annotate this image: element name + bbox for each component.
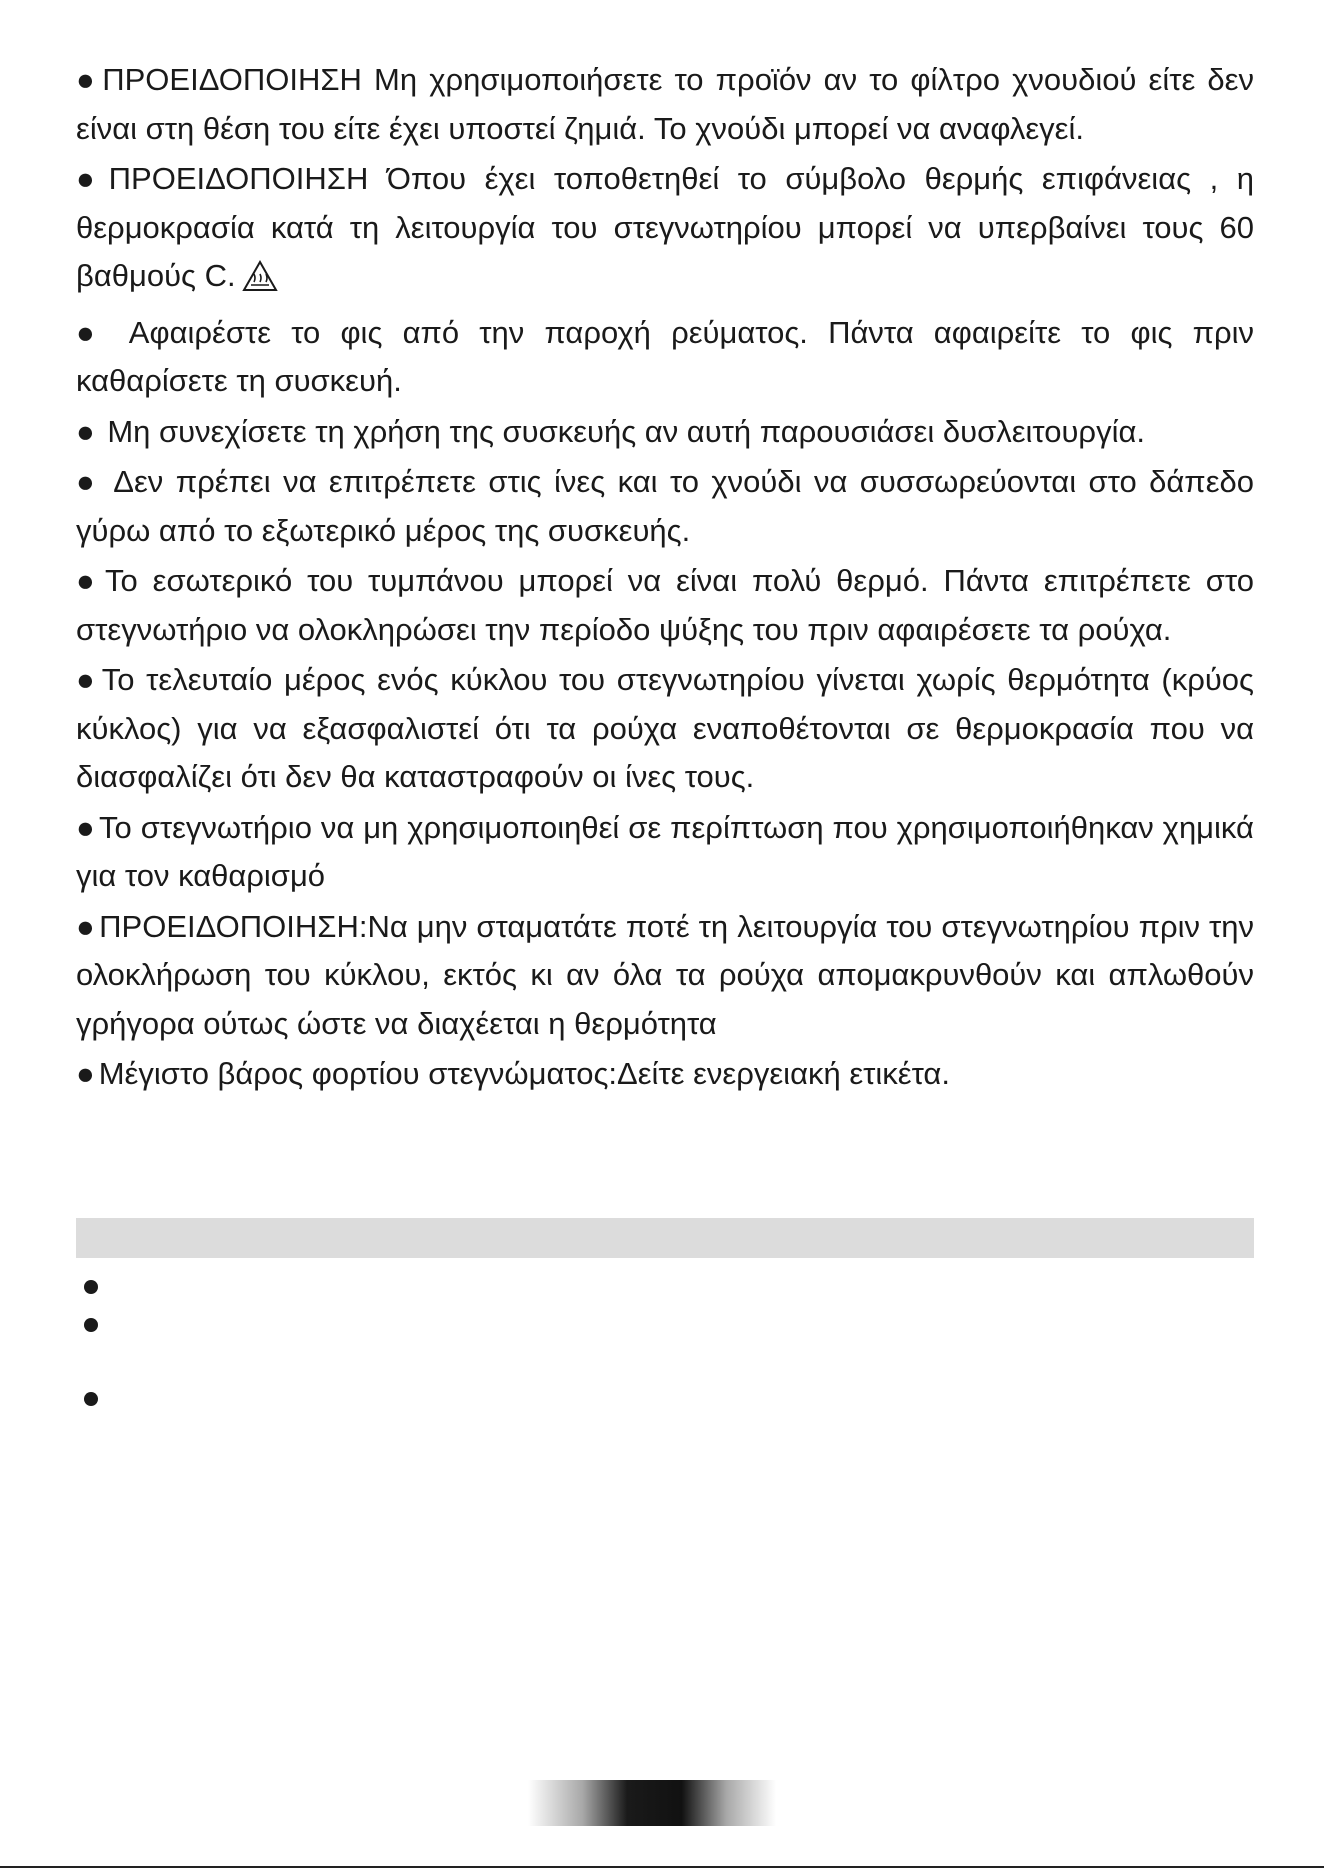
- bullet-dot: ●: [76, 314, 107, 350]
- document-body: [76, 56, 1254, 1101]
- paragraph-text: Μη συνεχίσετε τη χρήση της συσκευής αν αυτή παρουσιάσει δυσλειτουργία.: [98, 413, 1145, 449]
- paragraph: [76, 903, 1254, 1049]
- bullet-dot: ●: [76, 161, 105, 196]
- bullet-dot: ●: [76, 413, 95, 449]
- paragraph-text: Το στεγνωτήριο να μη χρησιμοποιηθεί σε περίπτωση που χρησιμοποιήθηκαν χημικά για τον καθαρισμό: [76, 809, 1254, 893]
- bullet-dot: ●: [76, 908, 96, 944]
- paragraph: [76, 458, 1254, 555]
- paragraph: [76, 557, 1254, 654]
- paragraph-text: ΠΡΟΕΙΔΟΠΟΙΗΣΗ Μη χρησιμοποιήσετε το προϊόν αν το φίλτρο χνουδιού είτε δεν είναι στη θέση του είτε έχει υποστεί ζημιά. Το χνούδι μπορεί να αναφλεγεί.: [76, 62, 1254, 146]
- paragraph-text: Το τελευταίο μέρος ενός κύκλου του στεγνωτηρίου γίνεται χωρίς θερμότητα (κρύος κύκλος) για να εξασφαλιστεί ότι τα ρούχα εναποθέτονται σε θερμοκρασία που να διασφαλίζει ότι δεν θα καταστραφούν οι ίνες τους.: [76, 662, 1254, 794]
- paragraph: [76, 309, 1254, 406]
- bottom-rule: [0, 1866, 1324, 1868]
- bullet-dot: ●: [76, 1056, 95, 1091]
- section-header-bar: [76, 1218, 1254, 1258]
- paragraph: [76, 56, 1254, 153]
- paragraph: [76, 408, 1254, 457]
- paragraph-text: Δεν πρέπει να επιτρέπετε στις ίνες και το χνούδι να συσσωρεύονται στο δάπεδο γύρω από το εξωτερικό μέρος της συσκευής.: [76, 464, 1255, 548]
- bullet-dot: ●: [76, 464, 99, 499]
- empty-bullet: [84, 1280, 98, 1294]
- empty-bullet: [84, 1318, 98, 1332]
- paragraph-text: Το εσωτερικό του τυμπάνου μπορεί να είναι πολύ θερμό. Πάντα επιτρέπετε στο στεγνωτήριο να ολοκληρώσει την περίοδο ψύξης του πριν αφαιρέσετε τα ρούχα.: [76, 563, 1254, 647]
- paragraph-text: ΠΡΟΕΙΔΟΠΟΙΗΣΗ Όπου έχει τοποθετηθεί το σύμβολο θερμής επιφάνειας , η θερμοκρασία κατά τη λειτουργία του στεγνωτηρίου μπορεί να υπερβαίνει τους 60 βαθμούς C.: [76, 161, 1254, 293]
- paragraph: [76, 656, 1254, 802]
- empty-bullet: [84, 1392, 98, 1406]
- paragraph: [76, 1050, 1254, 1099]
- paragraph-text: Μέγιστο βάρος φορτίου στεγνώματος:Δείτε ενεργειακή ετικέτα.: [98, 1056, 950, 1091]
- page-number-badge: [528, 1780, 776, 1826]
- paragraph: [76, 804, 1254, 901]
- paragraph-text: Αφαιρέστε το φις από την παροχή ρεύματος. Πάντα αφαιρείτε το φις πριν καθαρίσετε τη συσκευή.: [76, 314, 1254, 398]
- bullet-dot: ●: [76, 62, 99, 97]
- paragraph-text: ΠΡΟΕΙΔΟΠΟΙΗΣΗ:Να μην σταματάτε ποτέ τη λειτουργία του στεγνωτηρίου πριν την ολοκλήρωση του κύκλου, εκτός κι αν όλα τα ρούχα απομακρυνθούν και απλωθούν γρήγορα ούτως ώστε να διαχέεται η θερμότητα: [76, 908, 1254, 1041]
- paragraph: [76, 155, 1254, 307]
- hot-surface-warning-icon: [242, 258, 278, 307]
- bullet-dot: ●: [76, 662, 98, 697]
- bullet-dot: ●: [76, 809, 96, 845]
- bullet-dot: ●: [76, 563, 101, 598]
